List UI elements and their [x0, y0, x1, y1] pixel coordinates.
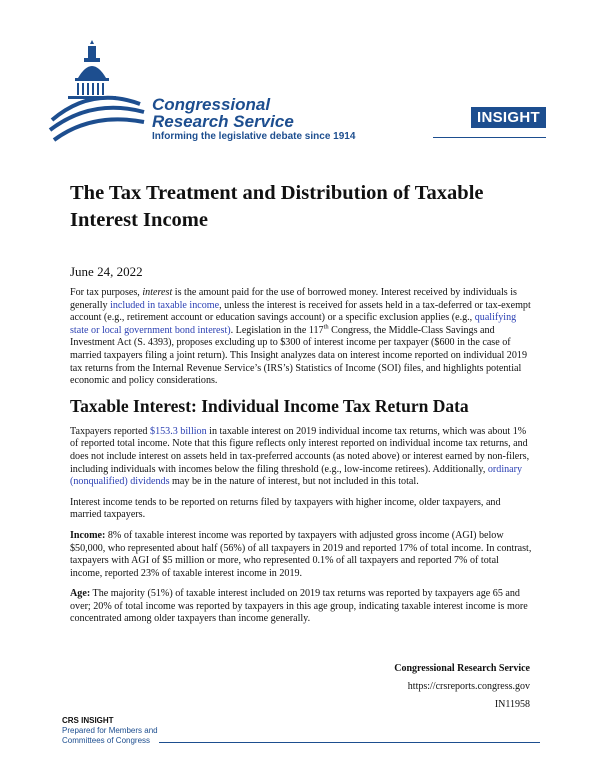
run-in-label: Age:: [70, 588, 91, 600]
text-run: , unless the interest is received for assets held in a tax-deferred or tax-exempt account (e.g., retirement account or education savings account) or a specific exclusion applies (e.g.,: [70, 299, 531, 324]
series-name: CRS INSIGHT: [62, 716, 114, 725]
run-in-label: Income:: [70, 529, 106, 541]
document-body: [70, 287, 532, 634]
footer-url[interactable]: https://crsreports.congress.gov: [407, 681, 530, 692]
footer-info: [394, 660, 530, 714]
body-paragraph-age: [70, 588, 532, 626]
page-title: The Tax Treatment and Distribution of Taxable Interest Income: [70, 182, 484, 231]
text-run: 8% of taxable interest income was reported by taxpayers with adjusted gross income (AGI) below $50,000, who represented about half (56%) of all taxpayers in 2019 and reported 17% of total income. In contrast, taxpayers with AGI of $5 million or more, who represented 0.1% of all taxpayers and reported 7% of total income, reported 23% of taxable interest income in 2019.: [70, 529, 532, 579]
superscript: th: [323, 323, 329, 331]
crs-insight-label: [62, 716, 158, 746]
footer-report-id: IN11958: [494, 699, 530, 710]
header-divider: [433, 137, 546, 138]
text-run: Congress, the Middle-Class Savings and Investment Act (S. 4393), proposes excluding up to $300 of interest income per taxpayer ($600 in the case of married taxpayers filing a joint return). This Insight analyzes data on interest income reported on individual 2019 tax returns from the Internal Revenue Service’s (IRS’s) Statistics of Income (SOI) files, and highlights potential economic and policy considerations.: [70, 324, 527, 387]
body-paragraph-income: [70, 530, 532, 580]
body-paragraph: [70, 426, 532, 489]
footer-org: Congressional Research Service: [394, 663, 530, 674]
text-run: . Legislation in the 117: [230, 324, 324, 336]
text-run: is the amount paid for the use of borrowed money. Interest received by individuals is generally: [70, 287, 517, 311]
prepared-line-1: Prepared for Members and: [62, 726, 158, 735]
emphasis-term: interest: [142, 287, 173, 298]
prepared-line-2: Committees of Congress: [62, 736, 151, 745]
capitol-dome-logo-icon: [48, 40, 148, 148]
logo-line-2: Research Service: [152, 112, 294, 131]
intro-paragraph: [70, 287, 532, 388]
text-run: The majority (51%) of taxable interest included on 2019 tax returns was reported by taxpayers age 65 and over; 20% of total income was reported by taxpayers in this age group, indicating taxable interest income is more concentrated among older taxpayers than income generally.: [70, 588, 528, 625]
text-run: may be in the nature of interest, but not included in this total.: [169, 476, 419, 488]
link-ordinary-dividends[interactable]: ordinary (nonqualified) dividends: [70, 463, 523, 488]
logo-tagline: Informing the legislative debate since 1914: [152, 131, 356, 142]
footer-divider: [159, 742, 540, 743]
text-run: For tax purposes,: [70, 287, 143, 298]
body-paragraph: Interest income tends to be reported on returns filed by taxpayers with higher income, older taxpayers, and married taxpayers.: [70, 496, 501, 521]
text-run: Taxpayers reported: [70, 425, 151, 437]
link-included-in-taxable-income[interactable]: included in taxable income: [110, 299, 220, 311]
insight-badge: INSIGHT: [471, 107, 546, 128]
logo-wordmark: [152, 96, 294, 130]
header: [0, 0, 600, 160]
section-heading: Taxable Interest: Individual Income Tax Return Data: [70, 395, 469, 416]
link-153-billion[interactable]: $153.3 billion: [150, 425, 207, 437]
logo-line-1: Congressional: [152, 95, 271, 114]
text-run: in taxable interest on 2019 individual income tax returns, which was about 1% of reported total income. Note that this figure reflects only interest reported on individual income tax returns, and does not include interest on assets held in tax-preferred accounts (as noted above) or interest earned by non-filers, including individuals with incomes below the filing threshold (e.g., low-income retirees). Additionally,: [70, 425, 530, 475]
link-qualifying-bond-interest[interactable]: qualifying state or local government bond interest): [70, 312, 517, 336]
publication-date: June 24, 2022: [70, 264, 143, 279]
